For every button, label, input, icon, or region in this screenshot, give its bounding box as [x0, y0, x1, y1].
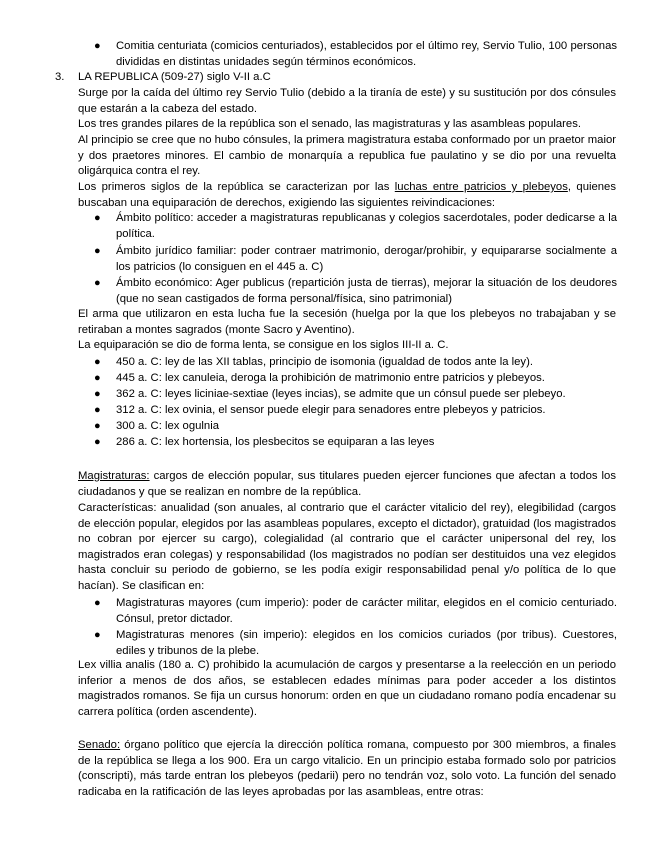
list-item: Magistraturas mayores (cum imperio): poder de carácter militar, elegidos en el comicio centuriado. Cónsul, pretor dictador. — [116, 597, 617, 625]
struggles-intro: Los primeros siglos de la república se caracterizan por las — [78, 181, 395, 193]
bullet-dot: ● — [94, 404, 101, 416]
list-item: Magistraturas menores (sin imperio): elegidos en los comicios curiados (por tribus). Cuestores, ediles y tribunos de la plebe. — [116, 629, 617, 657]
paragraph-magistracy: Al principio se cree que no hubo cónsules, la primera magistratura estaba conformado por un praetor maior y dos praetores minores. El cambio de monarquía a republica fue paulatino y se dio por una revuelta oligárquica contra el rey. — [78, 134, 616, 178]
struggles-underlined: luchas entre patricios y plebeyos — [394, 181, 568, 193]
section-number: 3. — [55, 71, 65, 83]
paragraph-pillars: Los tres grandes pilares de la república son el senado, las magistraturas y las asambleas populares. — [78, 118, 581, 130]
magistraturas-title: Magistraturas: — [78, 470, 150, 482]
paragraph-magistraturas — [78, 469, 616, 500]
bullet-dot: ● — [94, 245, 101, 257]
paragraph-origin: Surge por la caída del último rey Servio Tulio (debido a la tiranía de este) y su sustitución por dos cónsules que estarán a la cabeza del estado. — [78, 87, 616, 115]
paragraph-secession: El arma que utilizaron en esta lucha fue la secesión (huelga por la que los plebeyos no trabajaban y se retiraban a montes sagrados (monte Sacro y Aventino). — [78, 308, 616, 336]
section-heading: LA REPUBLICA (509-27) siglo V-II a.C — [78, 71, 271, 83]
list-item: Ámbito económico: Ager publicus (repartición justa de tierras), mejorar la situación de los deudores (que no sean castigados de forma personal/física, sino patrimonial) — [116, 277, 617, 305]
bullet-dot: ● — [94, 277, 101, 289]
bullet-dot: ● — [94, 420, 101, 432]
bullet-dot: ● — [94, 629, 101, 641]
list-item: 300 a. C: lex ogulnia — [116, 420, 219, 432]
senado-text: órgano político que ejercía la dirección política romana, compuesto por 300 miembros, a finales de la república se llega a los 900. Era un cargo vitalicio. En un principio estaba formado solo por patricios (conscripti), más tarde entran los plebeyos (pedarii) pero no tendrán voz, solo voto. La función del senado radicaba en la ratificación de las leyes aprobadas por las asambleas, entre otras: — [78, 739, 616, 798]
bullet-dot: ● — [94, 356, 101, 368]
list-item: 286 a. C: lex hortensia, los plesbecitos se equiparan a las leyes — [116, 436, 435, 448]
bullet-dot: ● — [94, 388, 101, 400]
magistraturas-definition: cargos de elección popular, sus titulares pueden ejercer funciones que afectan a todos los ciudadanos y que se realizan en nombre de la república. — [78, 470, 616, 498]
paragraph-struggles — [78, 180, 616, 211]
bullet-dot: ● — [94, 597, 101, 609]
list-item: 312 a. C: lex ovinia, el sensor puede elegir para senadores entre plebeyos y patricios. — [116, 404, 546, 416]
bullet-dot: ● — [94, 436, 101, 448]
list-item: 362 a. C: leyes liciniae-sextiae (leyes incias), se admite que un cónsul puede ser plebeyo. — [116, 388, 566, 400]
paragraph-characteristics: Características: anualidad (son anuales, al contrario que el carácter vitalicio del rey), elegibilidad (cargos de elección popular, elegidos por las asambleas populares, excepto el dictador), gratuidad (los magistrados no cobran por ejercer su cargo), colegialidad (al contrario que el carácter unipersonal del rey, los magistrados eran colegas) y responsabilidad (los magistrados no podían ser destituidos una vez elegidos hasta concluir su periodo de gobierno, se les podía exigir responsabilidad penal y/o política de lo que hacían). Se clasifican en: — [78, 502, 616, 592]
list-item: Ámbito político: acceder a magistraturas republicanas y colegios sacerdotales, poder dedicarse a la política. — [116, 212, 617, 240]
list-item: 450 a. C: ley de las XII tablas, principio de isomonia (igualdad de todos ante la ley). — [116, 356, 533, 368]
paragraph-lex-villia: Lex villia analis (180 a. C) prohibido la acumulación de cargos y presentarse a la reelección en un periodo inferior a menos de dos años, se establecen edades mínimas para poder acceder a los distintos magistrados romanos. Se fija un cursus honorum: orden en que un ciudadano romano podía encadenar su carrera política (orden ascendente). — [78, 659, 616, 718]
list-item: 445 a. C: lex canuleia, deroga la prohibición de matrimonio entre patricios y plebeyos. — [116, 372, 545, 384]
bullet-dot: ● — [94, 40, 101, 52]
list-item: Ámbito jurídico familiar: poder contraer matrimonio, derogar/prohibir, y equipararse socialmente a los patricios (lo consiguen en el 445 a. C) — [116, 245, 617, 273]
struggles-rest: , quienes buscaban una equiparación de derechos, exigiendo las siguientes reivindicaciones: — [78, 181, 616, 209]
bullet-dot: ● — [94, 212, 101, 224]
paragraph-equalization: La equiparación se dio de forma lenta, se consigue en los siglos III-II a. C. — [78, 339, 449, 351]
list-item: Comitia centuriata (comicios centuriados), establecidos por el último rey, Servio Tulio, 100 personas divididas en distintas unidades según términos económicos. — [116, 40, 617, 68]
bullet-dot: ● — [94, 372, 101, 384]
senado-title: Senado: — [78, 739, 121, 751]
paragraph-senado — [78, 738, 616, 800]
